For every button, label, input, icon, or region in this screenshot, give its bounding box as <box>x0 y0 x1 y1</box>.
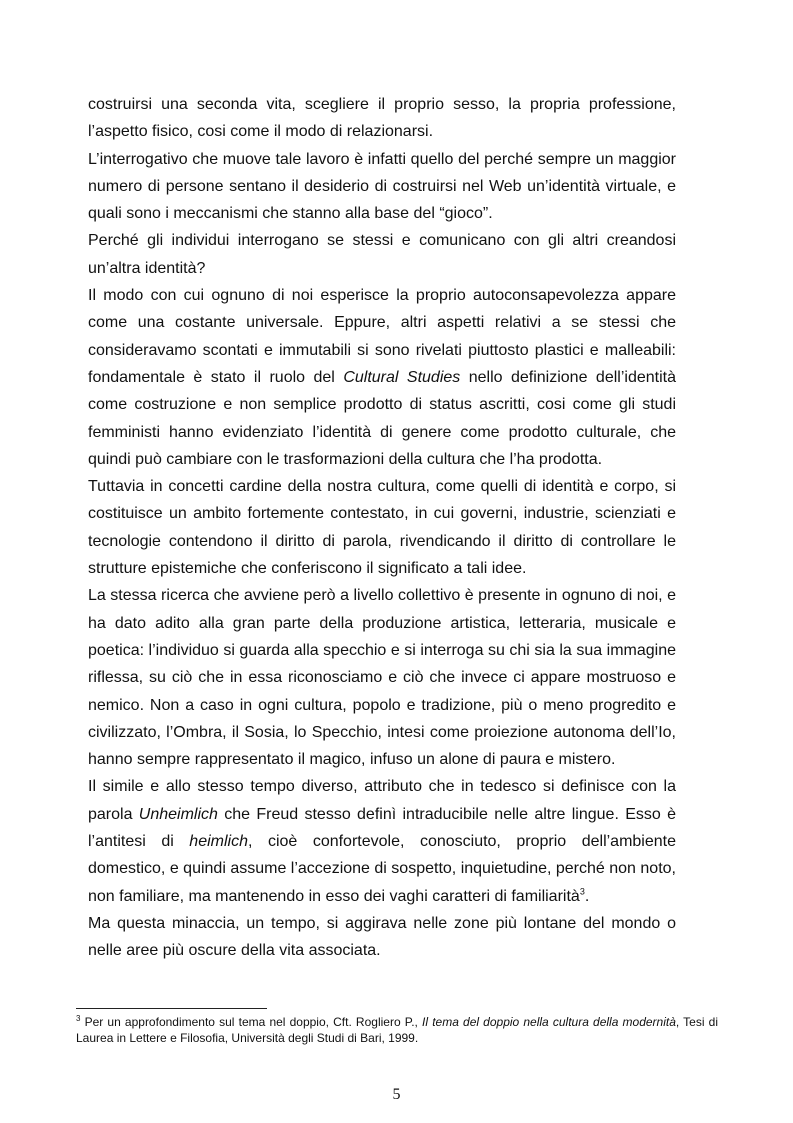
paragraph-2: L’interrogativo che muove tale lavoro è infatti quello del perché sempre un maggior numero di persone sentano il desiderio di costruirsi nel Web un’identità virtuale, e quali sono i meccanismi che stanno alla base del “gioco”. <box>88 150 676 223</box>
page-number: 5 <box>392 1086 401 1103</box>
paragraph-7: Il simile e allo stesso tempo diverso, attributo che in tedesco si definisce con la parola Unheimlich che Freud stesso definì intraducibile nelle altre lingue. Esso è l’antitesi di heimlich, cioè confortevole, conosciuto, proprio dell’ambiente domestico, e quindi assume l’accezione di sospetto, inquietudine, perché non noto, non familiare, ma mantenendo in esso dei vaghi caratteri di familiarità$^3$. <box>88 778 677 905</box>
paragraph-1: costruirsi una seconda vita, scegliere il proprio sesso, la propria professione, l’aspetto fisico, cosi come il modo di relazionarsi. <box>88 96 676 141</box>
body-text <box>88 91 676 965</box>
term-heimlich: heimlich <box>189 833 248 851</box>
footnote-reference[interactable]: 3 <box>579 886 585 897</box>
term-unheimlich: Unheimlich <box>138 805 218 823</box>
footnote-marker: 3 <box>76 1014 81 1023</box>
paragraph-6: La stessa ricerca che avviene però a livello collettivo è presente in ognuno di noi, e ha dato adito alla gran parte della produzione artistica, letteraria, musicale e poetica: l’individuo si guarda alla specchio e si interroga su chi sia la sua immagine riflessa, su ciò che in essa riconosciamo e ciò che invece ci appare mostruoso e nemico. Non a caso in ogni cultura, popolo e tradizione, più o meno progredito e civilizzato, l’Ombra, il Sosia, lo Specchio, intesi come proiezione autonoma dell’Io, hanno sempre rappresentato il magico, infuso un alone di paura e mistero. <box>88 587 676 769</box>
footnote-separator <box>76 1008 267 1009</box>
footnote-title: Il tema del doppio nella cultura della modernità <box>422 1015 676 1029</box>
paragraph-3: Perché gli individui interrogano se stessi e comunicano con gli altri creandosi un’altra identità? <box>88 232 676 277</box>
paragraph-4: Il modo con cui ognuno di noi esperisce la proprio autoconsapevolezza appare come una costante universale. Eppure, altri aspetti relativi a se stessi che consideravamo scontati e immutabili si sono rivelati piuttosto plastici e malleabili: fondamentale è stato il ruolo del Cultural Studies nello definizione dell’identità come costruzione e non semplice prodotto di status ascritti, cosi come gli studi femministi hanno evidenziato l’identità di genere come prodotto culturale, che quindi può cambiare con le trasformazioni della cultura che l’ha prodotta. <box>88 287 676 468</box>
paragraph-8: Ma questa minaccia, un tempo, si aggirava nelle zone più lontane del mondo o nelle aree più oscure della vita associata. <box>88 914 676 960</box>
term-cultural-studies: Cultural Studies <box>343 368 461 386</box>
footnote: $^3$ Per un approfondimento sul tema nel doppio, Cft. Rogliero P., Il tema del doppio nella cultura della modernità, Tesi di Laurea in Lettere e Filosofia, Università degli Studi di Bari, 1999. <box>76 1014 718 1045</box>
paragraph-5: Tuttavia in concetti cardine della nostra cultura, come quelli di identità e corpo, si costituisce un ambito fortemente contestato, in cui governi, industrie, scienziati e tecnologie contendono il diritto di parola, rivendicando il diritto di controllare le strutture epistemiche che conferiscono il significato a tali idee. <box>88 478 676 578</box>
